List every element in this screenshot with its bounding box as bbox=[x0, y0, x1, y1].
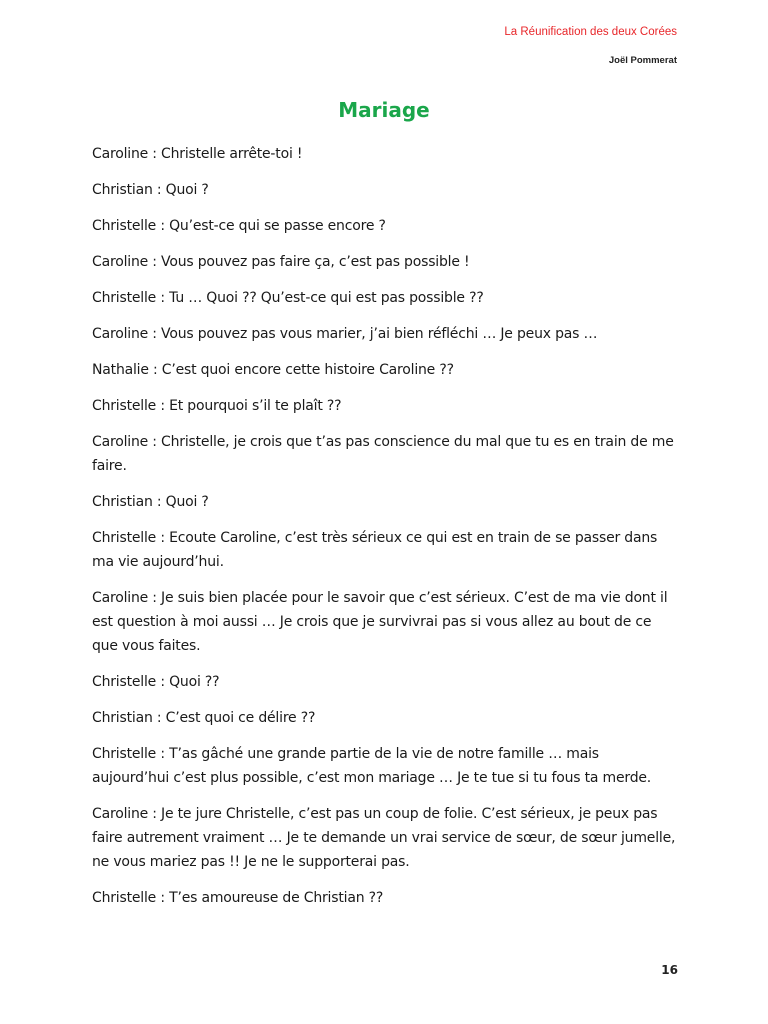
dialogue-line: Caroline : Christelle arrête-toi ! bbox=[92, 146, 303, 162]
dialogue-line: Christian : Quoi ? bbox=[92, 182, 209, 198]
dialogue-line: Caroline : Je suis bien placée pour le savoir que c’est sérieux. C’est de ma vie dont il est question à moi aussi … Je crois que je survivrai pas si vous allez au bout de ce que vous faites. bbox=[92, 590, 668, 654]
dialogue-line: Christelle : Tu … Quoi ?? Qu’est-ce qui est pas possible ?? bbox=[92, 290, 484, 306]
dialogue-line: Caroline : Vous pouvez pas vous marier, j’ai bien réfléchi … Je peux pas … bbox=[92, 326, 598, 342]
dialogue-line: Nathalie : C’est quoi encore cette histoire Caroline ?? bbox=[92, 362, 454, 378]
dialogue-line: Christelle : T’es amoureuse de Christian ?? bbox=[92, 890, 384, 906]
dialogue-line: Christelle : Et pourquoi s’il te plaît ?? bbox=[92, 398, 342, 414]
author-name: Joël Pommerat bbox=[608, 55, 677, 66]
scene-title: Mariage bbox=[338, 98, 430, 122]
document-title: La Réunification des deux Corées bbox=[504, 26, 677, 38]
dialogue-line: Christelle : Ecoute Caroline, c’est très sérieux ce qui est en train de se passer dans ma vie aujourd’hui. bbox=[92, 530, 658, 570]
dialogue-line: Christelle : Quoi ?? bbox=[92, 674, 220, 690]
dialogue-line: Caroline : Vous pouvez pas faire ça, c’est pas possible ! bbox=[92, 254, 470, 270]
dialogue-line: Caroline : Christelle, je crois que t’as pas conscience du mal que tu es en train de me faire. bbox=[92, 434, 674, 474]
dialogue-line: Christian : C’est quoi ce délire ?? bbox=[92, 710, 316, 726]
page-number: 16 bbox=[661, 963, 678, 977]
dialogue-line: Christelle : Qu’est-ce qui se passe encore ? bbox=[92, 218, 386, 234]
dialogue-line: Christelle : T’as gâché une grande partie de la vie de notre famille … mais aujourd’hui c’est plus possible, c’est mon mariage … Je te tue si tu fous ta merde. bbox=[92, 746, 652, 786]
dialogue-line: Caroline : Je te jure Christelle, c’est pas un coup de folie. C’est sérieux, je peux pas faire autrement vraiment … Je te demande un vrai service de sœur, de sœur jumelle, ne vous mariez pas !! Je ne le supporterai pas. bbox=[92, 806, 676, 870]
dialogue-line: Christian : Quoi ? bbox=[92, 494, 209, 510]
dialogue-list bbox=[92, 142, 676, 922]
